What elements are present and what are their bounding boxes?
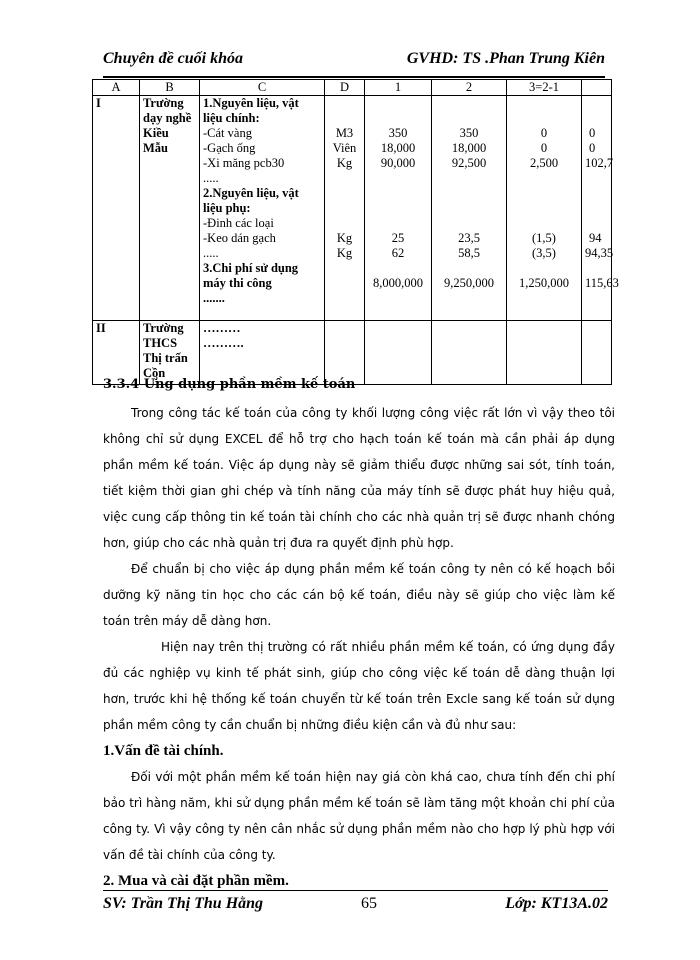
cell-value: 92,500 bbox=[451, 156, 487, 170]
item-line: 2.Nguyên liệu, vật bbox=[203, 186, 299, 200]
cell-value: 58,5 bbox=[458, 246, 480, 260]
column-header: C bbox=[200, 80, 325, 96]
class-code: Lớp: KT13A.02 bbox=[505, 895, 608, 912]
cell-value: 62 bbox=[391, 246, 405, 260]
unit-value: M3 bbox=[335, 126, 354, 140]
page-footer bbox=[103, 890, 608, 917]
item-line: -Xi măng pcb30 bbox=[203, 156, 285, 170]
cell-value: 0 bbox=[589, 126, 596, 140]
paragraph: Trong công tác kế toán của công ty khối lượng công việc rất lớn vì vậy theo tôi không chỉ sử dụng EXCEL để hỗ trợ cho hạch toán kế toán mà cần phải áp dụng phần mềm kế toán. Việc áp dụng này sẽ giảm thiểu được những sai sót, tính toán, tiết kiệm thời gian ghi chép và tính năng của máy tính sẽ được phát huy hiệu quả, việc cung cấp thông tin kế toán tài chính cho các nhà quản trị sẽ được nhanh chóng hơn, giúp cho các nhà quản trị đưa ra quyết định phù hợp. bbox=[103, 406, 615, 550]
column-header: 3=2-1 bbox=[507, 80, 582, 96]
cell-value: 350 bbox=[459, 126, 479, 140]
header-supervisor: GVHD: TS .Phan Trung Kiên bbox=[406, 50, 605, 67]
cell-value: 9,250,000 bbox=[444, 276, 494, 290]
table-header-row bbox=[93, 80, 612, 96]
item-line: liệu chính: bbox=[203, 111, 260, 125]
cell-value: 94,35 bbox=[585, 246, 614, 260]
cell-value: 2,500 bbox=[529, 156, 559, 170]
paragraph: Hiện nay trên thị trường có rất nhiều phần mềm kế toán, có ứng dụng đầy đủ các nghiệp vụ kinh tế phát sinh, giúp cho công việc kế toán dễ dàng thuận lợi hơn, trước khi hệ thống kế toán chuyển từ kế toán trên Excle sang kế toán sử dụng phần mềm công ty cần chuẩn bị những điều kiện cần và đủ như sau: bbox=[103, 640, 615, 732]
row-number: I bbox=[93, 96, 140, 321]
unit-value: Kg bbox=[336, 156, 353, 170]
document-body bbox=[103, 377, 615, 894]
column-header: 2 bbox=[432, 80, 507, 96]
row-number: II bbox=[93, 321, 140, 385]
header-title: Chuyên đề cuối khóa bbox=[103, 50, 244, 67]
cell-value: 18,000 bbox=[380, 141, 416, 155]
item-line: -Cát vàng bbox=[203, 126, 252, 140]
school-name: Trường THCS Thị trấn Cồn bbox=[140, 321, 200, 385]
page-header bbox=[103, 50, 605, 78]
cell-value: 115,63 bbox=[585, 276, 619, 290]
cell-value: 8,000,000 bbox=[373, 276, 423, 290]
cell-value: 94 bbox=[589, 231, 602, 245]
column-header: D bbox=[325, 80, 365, 96]
cell-value: 1,250,000 bbox=[519, 276, 569, 290]
cell-value: 0 bbox=[589, 141, 596, 155]
item-line: ………. bbox=[203, 336, 244, 350]
unit-value: Kg bbox=[336, 246, 353, 260]
cell-value: 0 bbox=[540, 126, 548, 140]
column-header: B bbox=[140, 80, 200, 96]
paragraph: Đối với một phần mềm kế toán hiện nay giá còn khá cao, chưa tính đến chi phí bảo trì hàng năm, khi sử dụng phần mềm kế toán sẽ làm tăng một khoản chi phí của công ty. Vì vậy công ty nên cân nhắc sử dụng phần mềm nào cho hợp lý phù hợp với vấn đề tài chính của công ty. bbox=[103, 770, 615, 862]
column-header: A bbox=[93, 80, 140, 96]
page-number: 65 bbox=[361, 895, 377, 912]
unit-value: Kg bbox=[336, 231, 353, 245]
item-line: -Keo dán gạch bbox=[203, 231, 276, 245]
subheading: 2. Mua và cài đặt phần mềm. bbox=[103, 873, 289, 889]
cell-value: 102,7 bbox=[585, 156, 614, 170]
student-name: SV: Trần Thị Thu Hằng bbox=[103, 895, 264, 912]
item-line: máy thi công bbox=[203, 276, 272, 290]
item-line: liệu phụ: bbox=[203, 201, 251, 215]
cell-value: 350 bbox=[388, 126, 408, 140]
difference-column bbox=[507, 96, 582, 321]
item-line: ……… bbox=[203, 321, 241, 335]
school-name: Trường dạy nghề Kiều Mẫu bbox=[140, 96, 200, 321]
cost-items bbox=[200, 321, 325, 385]
item-line: ..... bbox=[203, 246, 219, 260]
item-line: 3.Chi phí sử dụng bbox=[203, 261, 299, 275]
cell-value: 18,000 bbox=[451, 141, 487, 155]
plan-quantity-column bbox=[365, 96, 432, 321]
section-heading: 3.3.4 Ứng dụng phần mềm kế toán bbox=[103, 377, 356, 392]
cell-value: 90,000 bbox=[380, 156, 416, 170]
cell-value: 0 bbox=[540, 141, 548, 155]
paragraph: Để chuẩn bị cho việc áp dụng phần mềm kế toán công ty nên có kế hoạch bồi dưỡng kỹ năng tin học cho các cán bộ kế toán, điều này sẽ giúp cho việc làm kế toán trên máy dễ dàng hơn. bbox=[103, 562, 615, 628]
cost-items bbox=[200, 96, 325, 321]
cell-value: (1,5) bbox=[532, 231, 556, 245]
cell-value: 25 bbox=[391, 231, 405, 245]
column-header bbox=[582, 80, 612, 96]
actual-quantity-column bbox=[432, 96, 507, 321]
cell-value: (3,5) bbox=[532, 246, 556, 260]
table-row bbox=[93, 321, 612, 385]
column-header: 1 bbox=[365, 80, 432, 96]
unit-value: Viên bbox=[332, 141, 357, 155]
table-row bbox=[93, 96, 612, 321]
item-line: -Gạch ống bbox=[203, 141, 256, 155]
item-line: -Đinh các loại bbox=[203, 216, 274, 230]
unit-column bbox=[325, 96, 365, 321]
item-line: 1.Nguyên liệu, vật bbox=[203, 96, 299, 110]
subheading: 1.Vấn đề tài chính. bbox=[103, 743, 224, 759]
cost-comparison-table bbox=[92, 79, 619, 385]
cell-value: 23,5 bbox=[458, 231, 480, 245]
item-line: ....... bbox=[203, 291, 225, 305]
item-line: ..... bbox=[203, 171, 219, 185]
percent-column bbox=[582, 96, 619, 321]
